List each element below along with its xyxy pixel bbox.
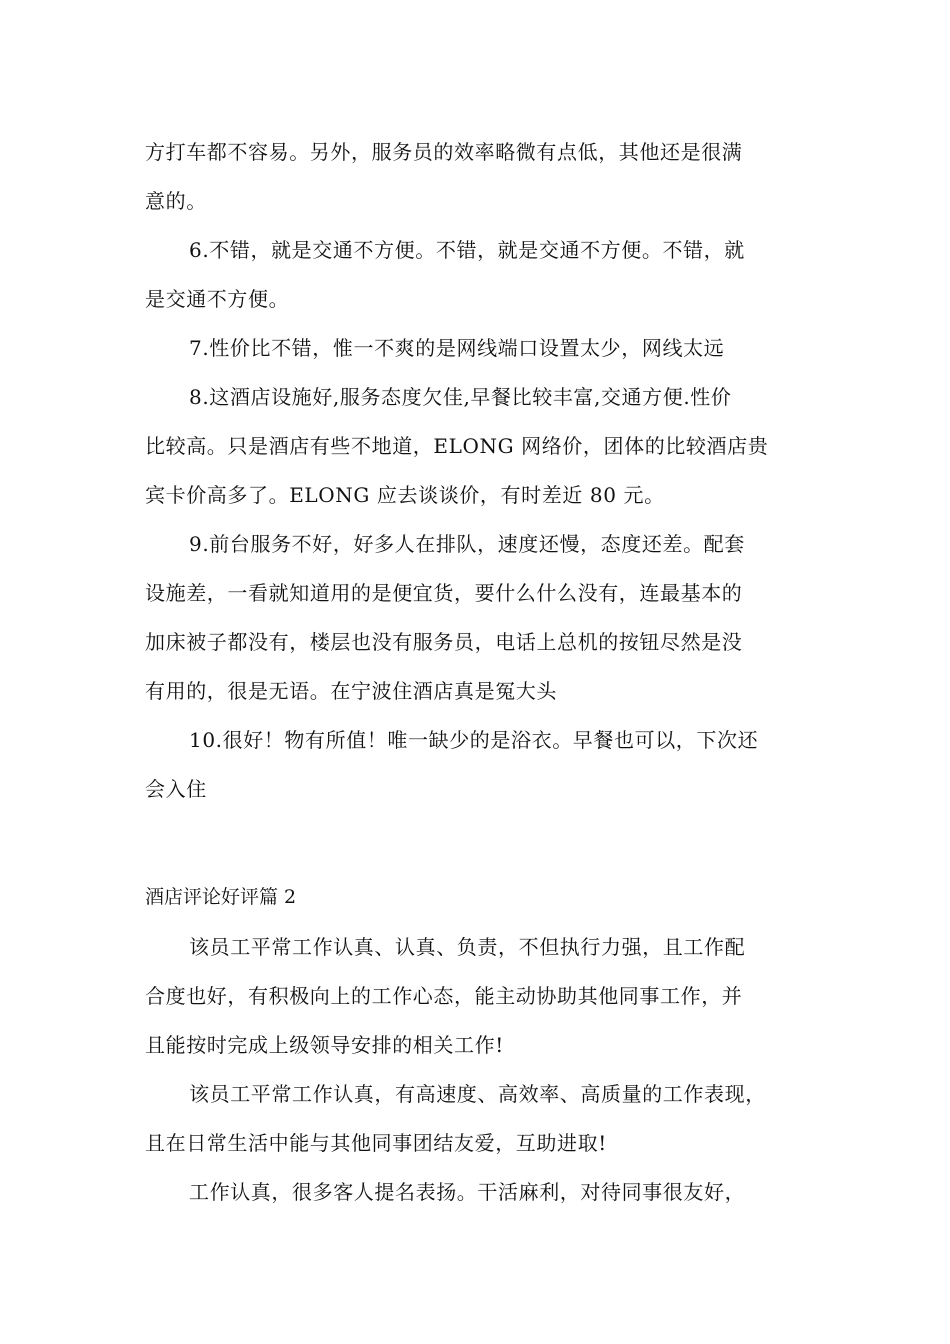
paragraph-line: 比较高。只是酒店有些不地道，ELONG 网络价，团体的比较酒店贵 [145, 434, 769, 458]
employee-comments [145, 923, 815, 1217]
paragraph-line: 方打车都不容易。另外，服务员的效率略微有点低，其他还是很满 [145, 140, 743, 164]
review-item-8: 8.这酒店设施好,服务态度欠佳,早餐比较丰富,交通方便.性价 [189, 385, 732, 409]
comment-paragraph-3: 工作认真，很多客人提名表扬。干活麻利，对待同事很友好， [189, 1180, 746, 1204]
paragraph-line: 设施差，一看就知道用的是便宜货，要什么什么没有，连最基本的 [145, 581, 743, 605]
review-item-9: 9.前台服务不好，好多人在排队，速度还慢，态度还差。配套 [189, 532, 745, 556]
paragraph-line: 意的。 [145, 189, 207, 213]
paragraph-line: 会入住 [145, 777, 207, 801]
review-item-10: 10.很好！物有所值！唯一缺少的是浴衣。早餐也可以，下次还 [189, 728, 759, 752]
paragraph-line: 且在日常生活中能与其他同事团结友爱，互助进取! [145, 1131, 607, 1155]
paragraph-line: 且能按时完成上级领导安排的相关工作! [145, 1033, 504, 1057]
review-list [145, 128, 815, 814]
review-item-6: 6.不错，就是交通不方便。不错，就是交通不方便。不错，就 [189, 238, 745, 262]
paragraph-line: 是交通不方便。 [145, 287, 290, 311]
comment-paragraph-1: 该员工平常工作认真、认真、负责，不但执行力强，且工作配 [189, 935, 746, 959]
paragraph-line: 加床被子都没有，楼层也没有服务员，电话上总机的按钮尽然是没 [145, 630, 743, 654]
paragraph-line: 合度也好，有积极向上的工作心态，能主动协助其他同事工作，并 [145, 984, 743, 1008]
comment-paragraph-2: 该员工平常工作认真，有高速度、高效率、高质量的工作表现， [189, 1082, 766, 1106]
section-heading: 酒店评论好评篇 2 [145, 886, 297, 908]
paragraph-line: 有用的，很是无语。在宁波住酒店真是冤大头 [145, 679, 557, 703]
review-item-7: 7.性价比不错，惟一不爽的是网线端口设置太少，网线太远 [189, 336, 725, 360]
paragraph-line: 宾卡价高多了。ELONG 应去谈谈价，有时差近 80 元。 [145, 483, 665, 507]
